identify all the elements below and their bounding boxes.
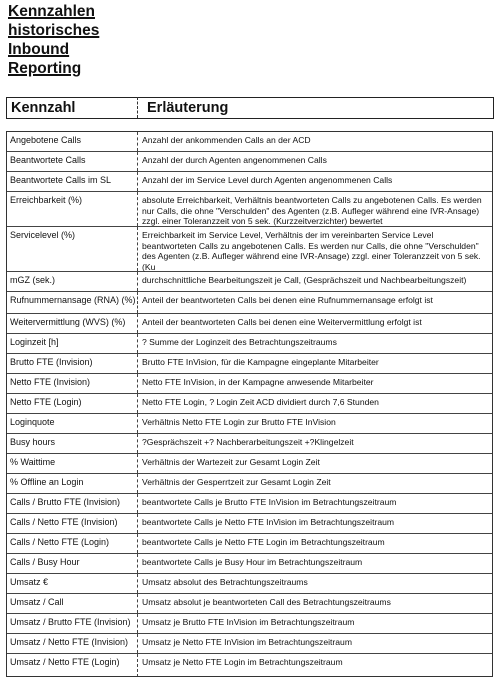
kennzahl-cell: Beantwortete Calls im SL [10, 175, 112, 185]
column-divider [137, 574, 138, 593]
kennzahl-cell: Angebotene Calls [10, 135, 82, 145]
kennzahl-cell: Netto FTE (Invision) [10, 377, 91, 387]
header-kennzahl: Kennzahl [11, 100, 76, 116]
erlaeuterung-cell: Umsatz absolut je beantworteten Call des Betrachtungszeitraums [142, 597, 391, 607]
kennzahl-cell: Loginzeit [h] [10, 337, 59, 347]
column-divider [137, 534, 138, 553]
table-row [7, 314, 492, 334]
erlaeuterung-cell: Verhältnis Netto FTE Login zur Brutto FTE InVision [142, 417, 336, 427]
kennzahl-cell: Servicelevel (%) [10, 230, 76, 240]
erlaeuterung-cell: absolute Erreichbarkeit, Verhältnis beantworteten Calls zu angebotenen Calls. Es werden nur Calls, die ohne "Verschulden" des Agenten (z.B. Aufleger während eine IVR-Ansage) zzgl. einer Toleranzzeit von 5 sek. (Kurzzeitverzichter) bewertet [142, 195, 482, 226]
kennzahl-cell: % Offline an Login [10, 477, 84, 487]
kennzahl-cell: % Waittime [10, 457, 56, 467]
title-line: Reporting [8, 60, 82, 77]
erlaeuterung-cell: Anteil der beantworteten Calls bei denen eine Rufnummernansage erfolgt ist [142, 295, 433, 305]
kennzahl-cell: Umsatz € [10, 577, 49, 587]
erlaeuterung-cell: Anzahl der ankommenden Calls an der ACD [142, 135, 311, 145]
table-row [7, 334, 492, 354]
erlaeuterung-cell: ?Gesprächszeit +? Nachberarbeitungszeit +?Klingelzeit [142, 437, 354, 447]
table-row [7, 272, 492, 292]
table-row [7, 594, 492, 614]
erlaeuterung-cell: beantwortete Calls je Netto FTE Login im Betrachtungszeitraum [142, 537, 385, 547]
document-title [8, 2, 99, 78]
column-divider [137, 314, 138, 333]
column-divider [137, 494, 138, 513]
table-row [7, 474, 492, 494]
erlaeuterung-cell: Umsatz je Netto FTE Login im Betrachtungszeitraum [142, 657, 343, 667]
title-line: historisches [8, 22, 100, 39]
erlaeuterung-cell: Verhältnis der Wartezeit zur Gesamt Login Zeit [142, 457, 320, 467]
table-row [7, 554, 492, 574]
table-row [7, 494, 492, 514]
column-divider [137, 227, 138, 271]
erlaeuterung-cell: Netto FTE InVision, in der Kampagne anwesende Mitarbeiter [142, 377, 374, 387]
column-divider [137, 132, 138, 151]
kennzahl-cell: Brutto FTE (Invision) [10, 357, 93, 367]
column-divider [137, 354, 138, 373]
column-divider [137, 654, 138, 677]
kennzahlen-table [6, 131, 493, 677]
column-divider [137, 474, 138, 493]
kennzahl-cell: Beantwortete Calls [10, 155, 86, 165]
column-divider [137, 334, 138, 353]
kennzahl-cell: Calls / Brutto FTE (Invision) [10, 497, 121, 507]
erlaeuterung-cell: Umsatz je Netto FTE InVision im Betrachtungszeitraum [142, 637, 352, 647]
column-divider [137, 434, 138, 453]
table-row [7, 434, 492, 454]
table-row [7, 454, 492, 474]
erlaeuterung-cell: beantwortete Calls je Netto FTE InVision im Betrachtungszeitraum [142, 517, 395, 527]
table-row [7, 172, 492, 192]
table-row [7, 654, 492, 677]
kennzahl-cell: mGZ (sek.) [10, 275, 55, 285]
column-divider [137, 292, 138, 313]
kennzahl-cell: Calls / Busy Hour [10, 557, 80, 567]
kennzahl-cell: Erreichbarkeit (%) [10, 195, 83, 205]
table-row [7, 614, 492, 634]
erlaeuterung-cell: Anzahl der durch Agenten angenommenen Calls [142, 155, 327, 165]
table-row [7, 292, 492, 314]
column-divider [137, 454, 138, 473]
header-column-divider [137, 97, 138, 118]
column-divider [137, 594, 138, 613]
table-row [7, 414, 492, 434]
kennzahl-cell: Netto FTE (Login) [10, 397, 82, 407]
erlaeuterung-cell: Anzahl der im Service Level durch Agenten angenommenen Calls [142, 175, 393, 185]
table-row [7, 394, 492, 414]
table-row [7, 574, 492, 594]
title-line: Kennzahlen [8, 3, 95, 20]
column-divider [137, 374, 138, 393]
erlaeuterung-cell: Brutto FTE InVision, für die Kampagne eingeplante Mitarbeiter [142, 357, 379, 367]
table-row [7, 192, 492, 227]
table-row [7, 227, 492, 272]
column-divider [137, 172, 138, 191]
table-row [7, 354, 492, 374]
kennzahl-cell: Umsatz / Netto FTE (Invision) [10, 637, 129, 647]
erlaeuterung-cell: durchschnittliche Bearbeitungszeit je Call, (Gesprächszeit und Nachbearbeitungszeit) [142, 275, 467, 285]
table-row [7, 534, 492, 554]
kennzahl-cell: Umsatz / Call [10, 597, 64, 607]
erlaeuterung-cell: Umsatz je Brutto FTE InVision im Betrachtungszeitraum [142, 617, 355, 627]
table-row [7, 634, 492, 654]
table-header [6, 97, 494, 119]
erlaeuterung-cell: Umsatz absolut des Betrachtungszeitraums [142, 577, 308, 587]
erlaeuterung-cell: ? Summe der Loginzeit des Betrachtungszeitraums [142, 337, 337, 347]
column-divider [137, 414, 138, 433]
table-row [7, 514, 492, 534]
erlaeuterung-cell: Erreichbarkeit im Service Level, Verhältnis der im vereinbarten Service Level beantworteten Calls zu angebotenen Calls. Es werden nur Calls, die ohne "Verschulden" des Agenten (z.B. Aufleger während eine IVR-Ansage) zzgl. einer Toleranzzeit von 5 sek. (Ku [142, 230, 481, 272]
title-line: Inbound [8, 41, 70, 58]
erlaeuterung-cell: beantwortete Calls je Busy Hour im Betrachtungszeitraum [142, 557, 363, 567]
column-divider [137, 634, 138, 653]
column-divider [137, 152, 138, 171]
column-divider [137, 514, 138, 533]
table-row [7, 152, 492, 172]
erlaeuterung-cell: Netto FTE Login, ? Login Zeit ACD dividiert durch 7,6 Stunden [142, 397, 379, 407]
header-erlaeuterung: Erläuterung [147, 100, 229, 116]
kennzahl-cell: Umsatz / Netto FTE (Login) [10, 657, 120, 667]
kennzahl-cell: Calls / Netto FTE (Invision) [10, 517, 118, 527]
table-row [7, 374, 492, 394]
column-divider [137, 272, 138, 291]
kennzahl-cell: Weitervermittlung (WVS) (%) [10, 317, 126, 327]
kennzahl-cell: Rufnummernansage (RNA) (%) [10, 295, 136, 305]
column-divider [137, 192, 138, 226]
column-divider [137, 614, 138, 633]
table-row [7, 132, 492, 152]
column-divider [137, 394, 138, 413]
kennzahl-cell: Calls / Netto FTE (Login) [10, 537, 110, 547]
column-divider [137, 554, 138, 573]
kennzahl-cell: Loginquote [10, 417, 55, 427]
kennzahl-cell: Umsatz / Brutto FTE (Invision) [10, 617, 131, 627]
erlaeuterung-cell: beantwortete Calls je Brutto FTE InVision im Betrachtungszeitraum [142, 497, 397, 507]
kennzahl-cell: Busy hours [10, 437, 56, 447]
erlaeuterung-cell: Anteil der beantworteten Calls bei denen eine Weitervermittlung erfolgt ist [142, 317, 422, 327]
erlaeuterung-cell: Verhältnis der Gesperrtzeit zur Gesamt Login Zeit [142, 477, 331, 487]
